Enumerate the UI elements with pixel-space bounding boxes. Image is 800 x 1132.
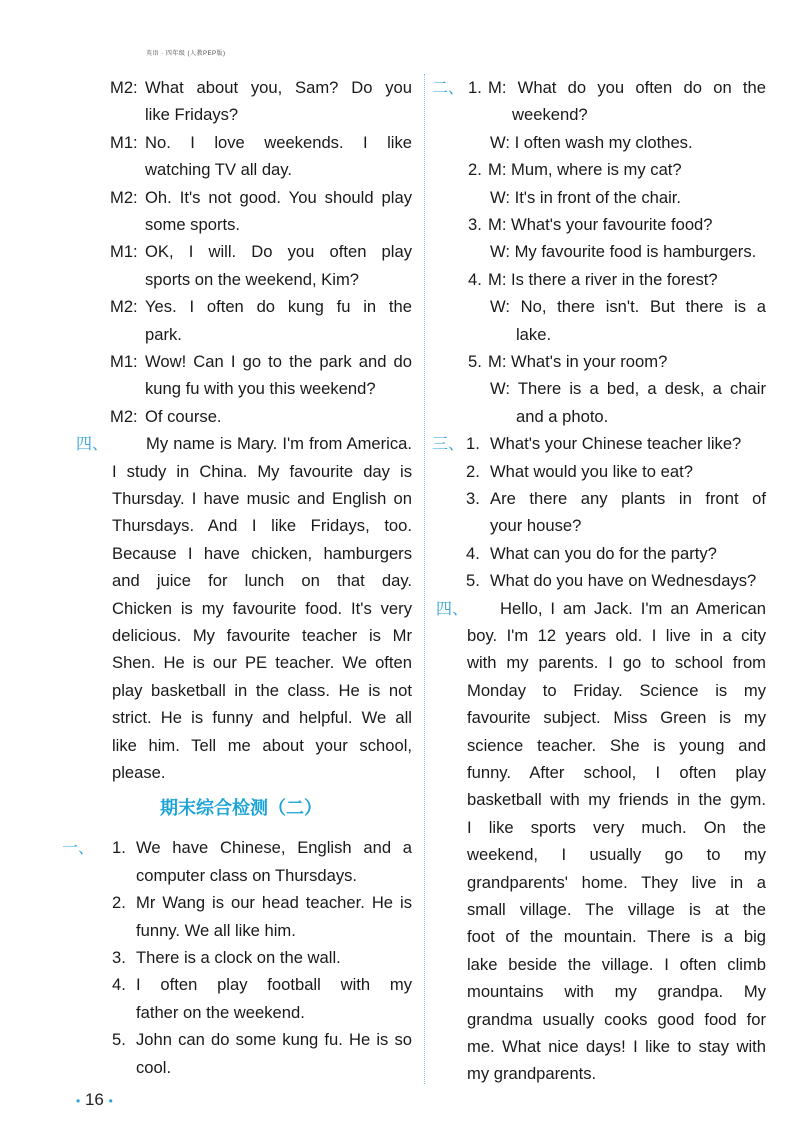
dialogue-line: Wow! Can I go to the park and do <box>145 352 412 371</box>
passage-line: grandparents' home. They live in a <box>467 872 766 892</box>
item-line: What do you have on Wednesdays? <box>490 571 757 591</box>
dialogue-line: sports on the weekend, Kim? <box>145 269 359 289</box>
answer-line: lake. <box>516 324 552 344</box>
item-number: 2. <box>468 160 482 180</box>
dialogue-line: No. I love weekends. I like <box>145 132 412 152</box>
passage-line: foot of the mountain. There is a big <box>467 927 766 947</box>
item-line: your house? <box>490 516 582 536</box>
item-line: There is a clock on the wall. <box>136 948 341 967</box>
dialogue-line: What about you, Sam? Do you <box>145 78 412 97</box>
section-marker-4: 四、 <box>436 598 469 618</box>
speaker-label: M2: <box>110 297 138 317</box>
passage-line: lake beside the village. I often climb <box>467 954 766 974</box>
section-marker-3: 三、 <box>432 434 465 454</box>
dialogue-line: like Fridays? <box>145 105 239 125</box>
section-marker-1: 一、 <box>62 838 95 858</box>
dialogue-line: park. <box>145 324 182 344</box>
question-line: weekend? <box>512 105 588 125</box>
passage-line: science teacher. She is young and <box>467 735 766 755</box>
speaker-label: M2: <box>110 406 138 426</box>
question-line: M: Is there a river in the forest? <box>488 269 718 289</box>
dialogue-line: Oh. It's not good. You should play <box>145 187 412 207</box>
passage-line: Monday to Friday. Science is my <box>467 680 766 700</box>
passage-line: funny. After school, I often play <box>467 763 766 782</box>
item-line: Mr Wang is our head teacher. He is <box>136 893 412 913</box>
item-number: 4. <box>112 975 126 995</box>
answer-line: W: My favourite food is hamburgers. <box>490 242 757 262</box>
passage-line: play basketball in the class. He is not <box>112 680 412 700</box>
item-number: 3. <box>112 948 126 967</box>
question-line: M: What's your favourite food? <box>488 215 713 234</box>
passage-line: Shen. He is our PE teacher. We often <box>112 653 412 673</box>
dialogue-line: kung fu with you this weekend? <box>145 379 376 399</box>
passage-line: Thursdays. And I like Fridays, too. <box>112 516 412 536</box>
passage-line: Hello, I am Jack. I'm an American <box>500 598 766 618</box>
page-dot-left: • <box>76 1094 81 1108</box>
speaker-label: M1: <box>110 352 138 371</box>
speaker-label: M1: <box>110 132 138 152</box>
dialogue-line: watching TV all day. <box>145 160 292 180</box>
speaker-label: M2: <box>110 78 138 97</box>
item-line: What can you do for the party? <box>490 543 717 563</box>
item-line: What's your Chinese teacher like? <box>490 434 742 454</box>
passage-line: My name is Mary. I'm from America. <box>146 434 412 454</box>
section-marker-2: 二、 <box>432 78 465 97</box>
page-number <box>76 1090 113 1110</box>
passage-line: me. What nice days! I like to stay with <box>467 1037 766 1056</box>
item-number: 2. <box>112 893 126 913</box>
passage-line: and juice for lunch on that day. <box>112 571 412 591</box>
passage-line: Because I have chicken, hamburgers <box>112 543 412 563</box>
item-line: father on the weekend. <box>136 1002 305 1022</box>
passage-line: with my parents. I go to school from <box>467 653 766 673</box>
speaker-label: M2: <box>110 187 138 207</box>
dialogue-line: Yes. I often do kung fu in the <box>145 297 412 317</box>
question-line: M: What's in your room? <box>488 352 668 371</box>
item-number: 1. <box>468 78 482 97</box>
section-marker-4: 四、 <box>76 434 109 454</box>
answer-line: W: I often wash my clothes. <box>490 132 693 152</box>
item-number: 1. <box>466 434 480 454</box>
item-line: funny. We all like him. <box>136 920 296 940</box>
passage-line: mountains with my grandpa. My <box>467 982 766 1002</box>
column-divider <box>424 74 425 1084</box>
passage-line: weekend, I usually go to my <box>467 845 766 865</box>
item-number: 4. <box>466 543 480 563</box>
passage-line: I study in China. My favourite day is <box>112 461 412 481</box>
item-line: I often play football with my <box>136 975 412 995</box>
question-line: M: Mum, where is my cat? <box>488 160 682 180</box>
dialogue-line: Of course. <box>145 406 222 426</box>
test-title: 期末综合检测（二） <box>160 798 322 820</box>
item-number: 3. <box>468 215 482 234</box>
item-number: 2. <box>466 461 480 481</box>
page-dot-right: • <box>108 1094 113 1108</box>
passage-line: please. <box>112 763 166 782</box>
item-line: Are there any plants in front of <box>490 489 766 508</box>
passage-line: favourite subject. Miss Green is my <box>467 708 766 728</box>
item-number: 4. <box>468 269 482 289</box>
passage-line: strict. He is funny and helpful. We all <box>112 708 412 728</box>
answer-line: W: No, there isn't. But there is a <box>490 297 766 317</box>
header-mark: 英语 · 四年级 (人教PEP版) <box>146 51 226 57</box>
answer-line: and a photo. <box>516 406 609 426</box>
passage-line: my grandparents. <box>467 1064 597 1084</box>
answer-line: W: There is a bed, a desk, a chair <box>490 379 766 399</box>
item-number: 1. <box>112 838 126 858</box>
item-line: cool. <box>136 1057 172 1077</box>
item-line: computer class on Thursdays. <box>136 865 358 885</box>
item-number: 5. <box>468 352 482 371</box>
item-line: We have Chinese, English and a <box>136 838 412 858</box>
passage-line: small village. The village is at the <box>467 900 766 919</box>
passage-line: delicious. My favourite teacher is Mr <box>112 626 412 645</box>
passage-line: grandma usually cooks good food for <box>467 1009 766 1029</box>
passage-line: I like sports very much. On the <box>467 817 766 837</box>
passage-line: basketball with my friends in the gym. <box>467 790 766 810</box>
item-number: 5. <box>112 1030 126 1050</box>
dialogue-line: OK, I will. Do you often play <box>145 242 412 262</box>
passage-line: Chicken is my favourite food. It's very <box>112 598 412 618</box>
answer-line: W: It's in front of the chair. <box>490 187 682 207</box>
item-number: 5. <box>466 571 480 591</box>
speaker-label: M1: <box>110 242 138 262</box>
dialogue-line: some sports. <box>145 215 240 234</box>
item-line: John can do some kung fu. He is so <box>136 1030 412 1050</box>
passage-line: boy. I'm 12 years old. I live in a city <box>467 626 766 645</box>
passage-line: like him. Tell me about your school, <box>112 735 412 755</box>
item-line: What would you like to eat? <box>490 461 693 481</box>
passage-line: Thursday. I have music and English on <box>112 489 412 508</box>
item-number: 3. <box>466 489 480 508</box>
question-line: M: What do you often do on the <box>488 78 766 97</box>
page-number-text: 16 <box>84 1090 104 1109</box>
